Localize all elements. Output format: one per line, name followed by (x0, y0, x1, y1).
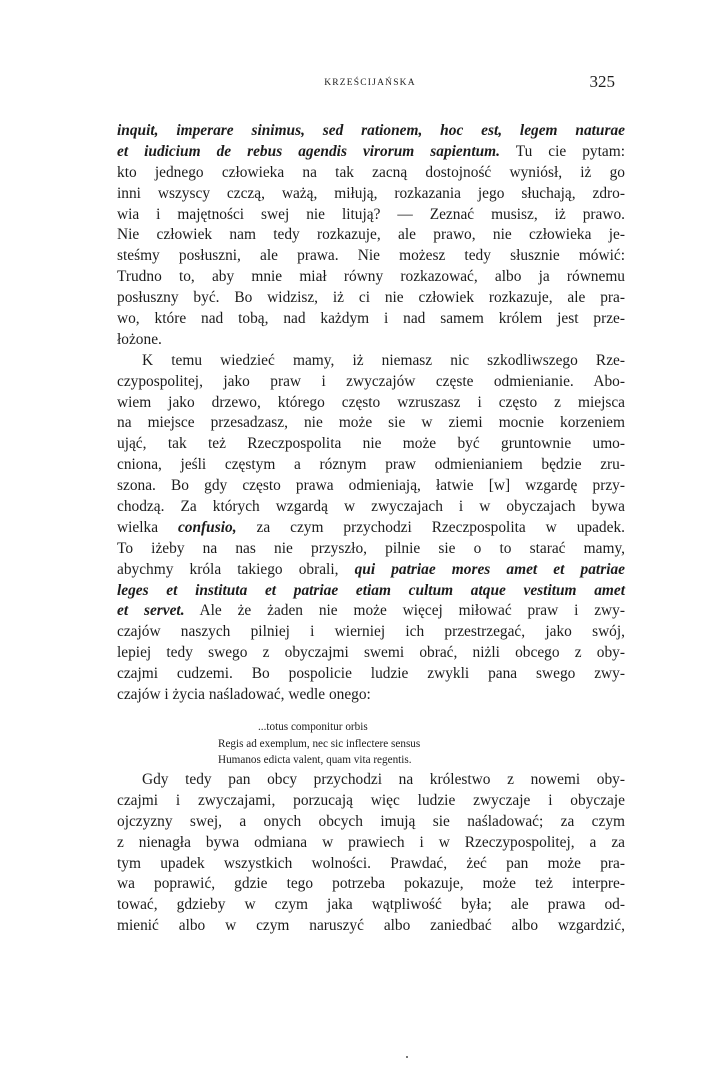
text-line: steśmy posłuszni, ale prawa. Nie możesz tedy słusznie mówić: (117, 247, 625, 265)
text-line: abychmy króla takiego obrali, qui patriae mores amet et patriae (117, 560, 625, 578)
text-line: leges et instituta et patriae etiam cultum atque vestitum amet (117, 581, 625, 599)
text-line: chodzą. Za których wzgardą w zwyczajach i w obyczajach bywa (117, 498, 625, 516)
text-line: lepiej tedy swego z obyczajmi swemi obrać, niżli obcego z oby- (117, 644, 625, 662)
text-line: czajów naszych pilniej i wierniej ich przestrzegać, jako swój, (117, 623, 625, 641)
text-line: z nienagła bywa odmiana w prawiech i w Rzeczypospolitej, a za (117, 833, 625, 851)
text-line: czajmi i zwyczajami, porzucają więc ludzie zwyczaje i obyczaje (117, 791, 625, 809)
body-text-bottom (117, 770, 625, 937)
text-line: posłuszny być. Bo widzisz, iż ci nie człowiek rozkazuje, ale pra- (117, 289, 625, 307)
text-line: ojczyzny swej, a onych obcych imują sie naśladować; za czym (117, 812, 625, 830)
text-line: wa poprawić, gdzie tego potrzeba pokazuje, może też interpre- (117, 875, 625, 893)
text-line: cniona, jeśli częstym a róznym praw odmienianiem będzie zru- (117, 456, 625, 474)
text-line: ująć, tak też Rzeczpospolita nie może być gruntownie umo- (117, 435, 625, 453)
text-line: et iudicium de rebus agendis virorum sapientum. Tu cie pytam: (117, 142, 625, 160)
text-line: czajmi cudzemi. Bo pospolicie ludzie zwykli pana swego zwy- (117, 665, 625, 683)
text-line: tować, gdzieby w czym jaka wątpliwość była; ale prawa od- (117, 896, 625, 914)
page-number: 325 (589, 72, 615, 91)
text-line: To iżeby na nas nie przyszło, pilnie sie o to starać mamy, (117, 539, 625, 557)
text-line: et servet. Ale że żaden nie może więcej miłować praw i zwy- (117, 602, 625, 620)
text-line: wiem jako drzewo, którego często wzruszasz i często z miejsca (117, 393, 625, 411)
verse-line: ...totus componitur orbis (258, 721, 368, 733)
verse-quotation (218, 719, 518, 769)
text-line: wia i majętności swej nie litują? — Zeznać musisz, iż prawo. (117, 205, 625, 223)
text-line: kto jednego człowieka na tak zacną dostojność wyniósł, iż go (117, 163, 625, 181)
text-line: inquit, imperare sinimus, sed rationem, hoc est, legem naturae (117, 122, 625, 139)
text-line: wielka confusio, za czym przychodzi Rzeczpospolita w upadek. (117, 518, 625, 536)
text-line: Trudno to, aby mnie miał równy rozkazować, albo ja równemu (117, 268, 625, 286)
text-line: Nie człowiek nam tedy rozkazuje, ale prawo, nie człowieka je- (117, 226, 625, 244)
text-line: K temu wiedzieć mamy, iż niemasz nic szkodliwszego Rze- (142, 351, 625, 369)
paper-speck (406, 1056, 408, 1058)
text-line: mienić albo w czym naruszyć albo zaniedbać albo wzgardzić, (117, 917, 625, 935)
text-line: szona. Bo gdy często prawa odmieniają, łatwie [w] wzgardę przy- (117, 477, 625, 495)
text-line: wo, które nad tobą, nad każdym i nad samem królem jest prze- (117, 310, 625, 328)
text-line: tym upadek wszystkich wolności. Prawdać, żeć pan może pra- (117, 854, 625, 872)
text-line: Gdy tedy pan obcy przychodzi na królestwo z nowemi oby- (142, 771, 625, 788)
verse-line: Regis ad exemplum, nec sic inflectere sensus (218, 737, 421, 750)
text-line: czypospolitej, jako praw i zwyczajów częste odmienianie. Abo- (117, 372, 625, 390)
verse-line: Humanos edicta valent, quam vita regentis. (218, 754, 412, 766)
text-line: czajów i życia naśladować, wedle onego: (117, 686, 371, 704)
text-line: łożone. (117, 330, 162, 348)
text-line: na miejsce przesadzasz, nie może sie w ziemi mocnie korzeniem (117, 414, 625, 432)
running-head: KRZEŚCIJAŃSKA (324, 78, 416, 88)
text-line: inni wszyscy czczą, ważą, miłują, rozkazania jego słuchają, zdro- (117, 184, 625, 202)
body-text-top (117, 121, 625, 706)
